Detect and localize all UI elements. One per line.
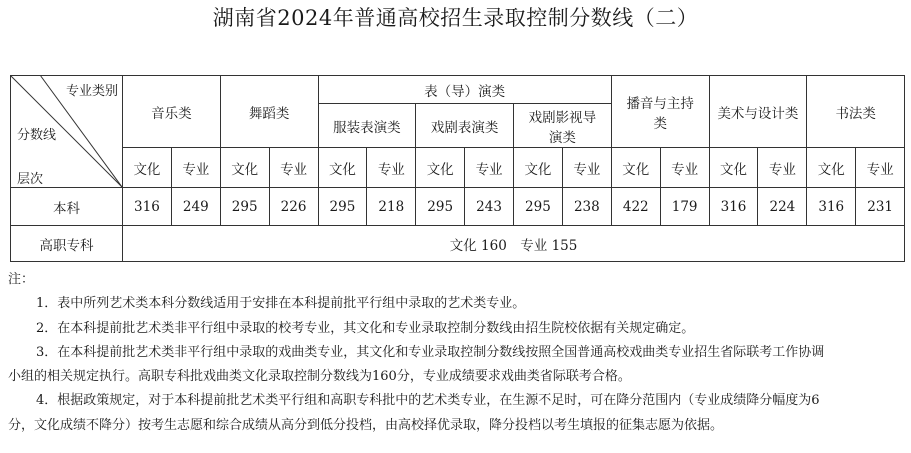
sub-culture: 文化	[807, 148, 856, 188]
score-cell: 422	[611, 188, 660, 226]
sub-culture: 文化	[318, 148, 367, 188]
score-cell: 249	[171, 188, 220, 226]
score-cell: 231	[856, 188, 905, 226]
score-table	[10, 75, 905, 262]
score-cell: 243	[465, 188, 514, 226]
sub-major: 专业	[758, 148, 807, 188]
score-cell: 295	[416, 188, 465, 226]
sub-major: 专业	[171, 148, 220, 188]
table-row-undergrad	[11, 188, 905, 226]
col-costume: 服装表演类	[318, 104, 416, 148]
note-1: 1．表中所列艺术类本科分数线适用于安排在本科提前批平行组中录取的艺术类专业。	[36, 296, 526, 312]
col-dance: 舞蹈类	[220, 76, 318, 148]
col-calligraphy: 书法类	[807, 76, 905, 148]
table-row-vocational	[11, 226, 905, 262]
score-cell: 218	[367, 188, 416, 226]
score-cell: 179	[660, 188, 709, 226]
note-3: 3．在本科提前批艺术类非平行组中录取的戏曲类专业，其文化和专业录取控制分数线按照全国普通高校戏曲类专业招生省际联考工作协调	[36, 344, 825, 360]
sub-major: 专业	[856, 148, 905, 188]
sub-culture: 文化	[220, 148, 269, 188]
page-title: 湖南省2024年普通高校招生录取控制分数线（二）	[212, 6, 699, 30]
col-art: 美术与设计类	[709, 76, 807, 148]
sub-culture: 文化	[709, 148, 758, 188]
sub-major: 专业	[465, 148, 514, 188]
note-4-cont: 分，文化成绩不降分）按考生志愿和综合成绩从高分到低分投档，由高校择优录取，降分投档以考生填报的征集志愿为依据。	[8, 417, 724, 433]
vocational-score: 文化 160 专业 155	[123, 226, 905, 262]
diag-label-category: 专业类别	[65, 84, 118, 99]
score-cell: 316	[807, 188, 856, 226]
sub-culture: 文化	[123, 148, 172, 188]
note-3-cont: 小组的相关规定执行。高职专科批戏曲类文化录取控制分数线为160分，专业成绩要求戏曲类省际联考合格。	[8, 369, 631, 385]
note-2: 2．在本科提前批艺术类非平行组中录取的校考专业，其文化和专业录取控制分数线由招生院校依据有关规定确定。	[36, 320, 695, 336]
col-music: 音乐类	[123, 76, 221, 148]
score-cell: 238	[562, 188, 611, 226]
diag-label-level: 层次	[17, 172, 44, 187]
row-label: 高职专科	[11, 226, 123, 262]
col-film: 戏剧影视导演类	[514, 104, 612, 148]
score-cell: 295	[318, 188, 367, 226]
sub-major: 专业	[660, 148, 709, 188]
sub-major: 专业	[562, 148, 611, 188]
row-label: 本科	[11, 188, 123, 226]
note-4: 4．根据政策规定，对于本科提前批艺术类平行组和高职专科批中的艺术类专业，在生源不足时，可在降分范围内（专业成绩降分幅度为6	[36, 393, 820, 409]
col-broadcast: 播音与主持类	[611, 76, 709, 148]
notes-heading: 注：	[8, 272, 35, 287]
score-cell: 295	[220, 188, 269, 226]
score-cell: 226	[269, 188, 318, 226]
col-drama: 戏剧表演类	[416, 104, 514, 148]
diag-label-score: 分数线	[17, 128, 57, 143]
score-cell: 316	[709, 188, 758, 226]
sub-major: 专业	[367, 148, 416, 188]
col-performance: 表（导）演类	[318, 76, 611, 104]
notes	[8, 268, 906, 438]
sub-culture: 文化	[611, 148, 660, 188]
sub-major: 专业	[269, 148, 318, 188]
score-cell: 224	[758, 188, 807, 226]
score-cell: 295	[514, 188, 563, 226]
sub-culture: 文化	[514, 148, 563, 188]
sub-culture: 文化	[416, 148, 465, 188]
score-cell: 316	[123, 188, 172, 226]
diagonal-header-cell	[11, 76, 123, 188]
